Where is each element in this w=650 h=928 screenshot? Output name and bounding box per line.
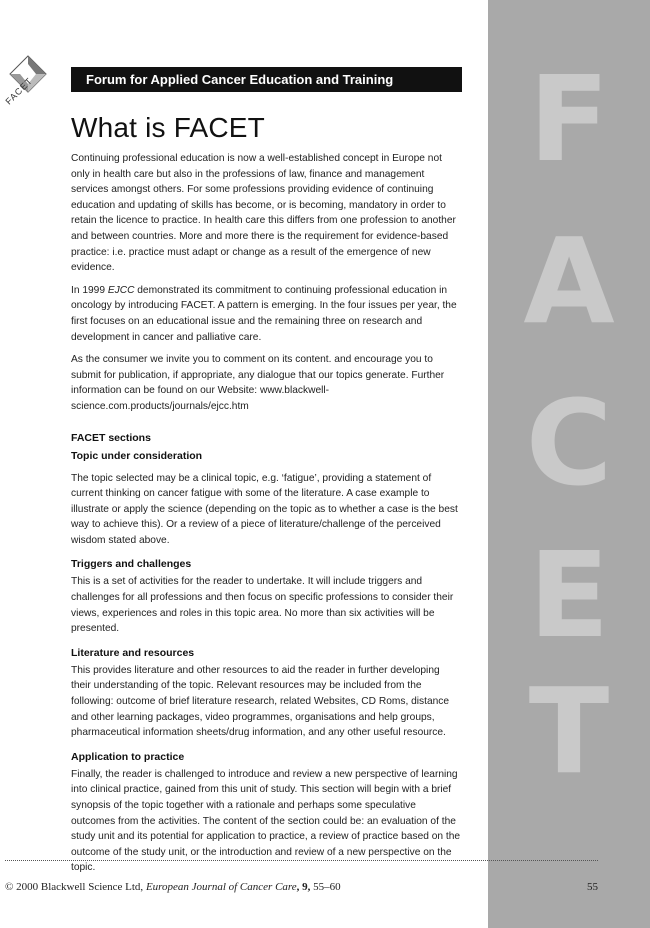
sections-heading: FACET sections	[71, 431, 151, 444]
forum-banner: Forum for Applied Cancer Education and Training	[71, 67, 462, 92]
page-footer	[5, 881, 598, 893]
intro-paragraph-2-end: demonstrated its commitment to continuing professional education in oncology by introducing FACET. A pattern is emerging. In the four issues per year, the first focuses on an educational issue and the remaining three on research and development in cancer and palliative care.	[71, 284, 457, 343]
intro-paragraph-2-start: In 1999	[71, 284, 108, 296]
sidebar-letter-c: C	[525, 374, 613, 512]
topic-heading: Topic under consideration	[71, 449, 203, 462]
page-title: What is FACET	[71, 112, 265, 143]
application-text: Finally, the reader is challenged to introduce and review a new perspective of learning into clinical practice, gained from this unit of study. This section will begin with a brief synopsis of the topic together with a rationale and perhaps some speculative outcomes from the activities. The content of the section could be: an evaluation of the study unit and its potential for application to practice, a review of practice based on the outcome of the study unit, or the introduction and review of a new perspective on the topic.	[71, 768, 461, 874]
footer-divider	[5, 860, 598, 861]
footer-pages: 55–60	[310, 881, 341, 893]
triggers-text: This is a set of activities for the reader to undertake. It will include triggers and challenges for all professions and then focus on specific professions to consider their views, experiences and roles in this topic area. No more than six activities will be presented.	[71, 576, 454, 635]
topic-text: The topic selected may be a clinical topic, e.g. ‘fatigue’, providing a statement of current thinking on cancer fatigue with some of the literature. A case example to illustrate or apply the science (depending on the topic as to whether a case is the best way to achieve this). Or a review of a piece of literature/challenge of the perceived wisdom stated above.	[71, 472, 458, 546]
intro-paragraph-2	[71, 283, 462, 345]
footer-volume: , 9,	[296, 881, 311, 893]
sidebar-letter-f: F	[528, 50, 610, 188]
intro-paragraph-3: As the consumer we invite you to comment on its content. and encourage you to submit for publication, if appropriate, any dialogue that our topics generate. Further information can be found on our Website: www.blackwell-science.com.products/journals/ejcc.htm	[71, 354, 445, 412]
application-heading: Application to practice	[71, 750, 185, 763]
sidebar-letter-e: E	[528, 526, 610, 664]
sidebar-letter-a: A	[523, 212, 615, 350]
sidebar-letter-t: T	[528, 662, 610, 800]
page-number: 55	[587, 881, 598, 893]
footer-journal: European Journal of Cancer Care	[145, 881, 297, 893]
facet-logo	[3, 46, 52, 107]
journal-abbrev: EJCC	[107, 284, 135, 296]
intro-paragraph-1: Continuing professional education is now a well-established concept in Europe not only in health care but also in the professions of law, finance and management services amongst others. For some professions providing evidence of continuing education and updating of skills has become, or is becoming, mandatory in order to retain the licence to practice. In health care this differs from one profession to another and between countries. More and more there is the requirement for evidence-based practice: i.e. practice must adapt or change as a result of the emergence of new evidence.	[71, 153, 456, 274]
literature-text: This provides literature and other resources to aid the reader in further developing their understanding of the topic. Relevant resources may be included from the following: outcome of brief literature research, related Websites, CD Roms, distance and other learning packages, video programmes, organisations and help groups, pharmaceutical information sheets/drug information, and any other useful resource.	[71, 664, 450, 739]
literature-heading: Literature and resources	[71, 646, 195, 659]
article-body	[71, 151, 462, 883]
footer-copyright: © 2000 Blackwell Science Ltd,	[5, 881, 146, 893]
logo-text: FACET	[3, 75, 35, 107]
sidebar-panel	[488, 0, 650, 928]
triggers-heading: Triggers and challenges	[71, 558, 192, 571]
